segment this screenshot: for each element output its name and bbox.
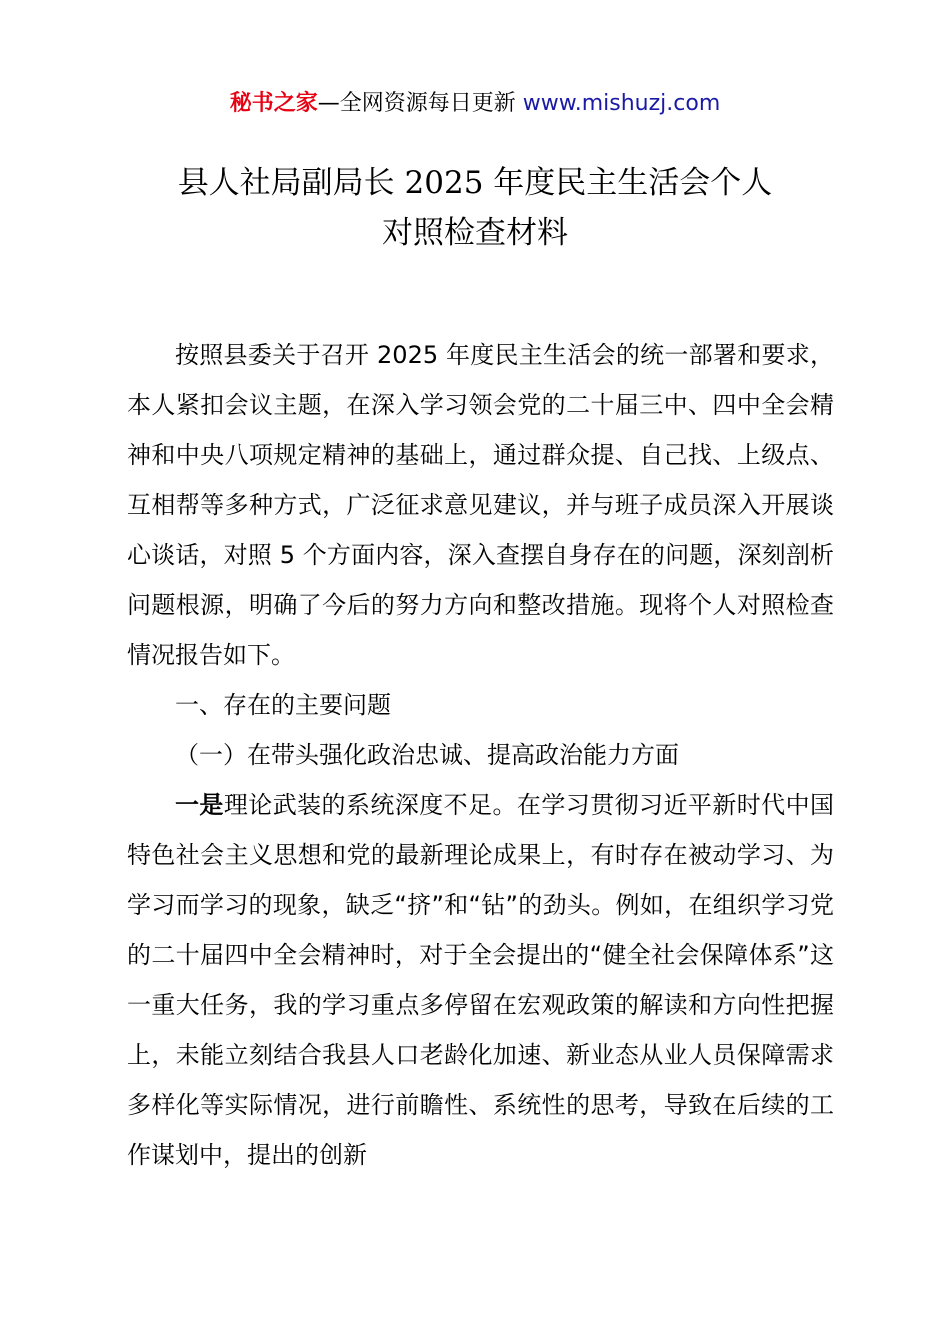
title-line-1: 县人社局副局长 2025 年度民主生活会个人 [177, 165, 773, 201]
document-body [127, 330, 834, 1180]
point-lead: 一是 [175, 791, 224, 819]
title-line-2: 对照检查材料 [382, 215, 568, 251]
point-paragraph [127, 780, 834, 1180]
section-heading: 一、存在的主要问题 [175, 691, 391, 719]
site-url-link[interactable]: www.mishuzj.com [522, 91, 721, 116]
document-title [100, 158, 850, 258]
intro-paragraph: 按照县委关于召开 2025 年度民主生活会的统一部署和要求，本人紧扣会议主题，在深入学习领会党的二十届三中、四中全会精神和中央八项规定精神的基础上，通过群众提、自己找、上级点、互相帮等多种方式，广泛征求意见建议，并与班子成员深入开展谈心谈话，对照 5 个方面内容，深入查摆自身存在的问题，深刻剖析问题根源，明确了今后的努力方向和整改措施。现将个人对照检查情况报告如下。 [127, 341, 834, 669]
subsection-heading: （一）在带头强化政治忠诚、提高政治能力方面 [175, 741, 679, 769]
site-header [0, 86, 950, 122]
site-name: 秘书之家 [229, 91, 318, 116]
point-text: 理论武装的系统深度不足。在学习贯彻习近平新时代中国特色社会主义思想和党的最新理论成果上，有时存在被动学习、为学习而学习的现象，缺乏“挤”和“钻”的劲头。例如，在组织学习党的二十届四中全会精神时，对于全会提出的“健全社会保障体系”这一重大任务，我的学习重点多停留在宏观政策的解读和方向性把握上，未能立刻结合我县人口老龄化加速、新业态从业人员保障需求多样化等实际情况，进行前瞻性、系统性的思考，导致在后续的工作谋划中，提出的创新 [127, 791, 835, 1169]
site-slogan: —全网资源每日更新 [317, 91, 523, 116]
